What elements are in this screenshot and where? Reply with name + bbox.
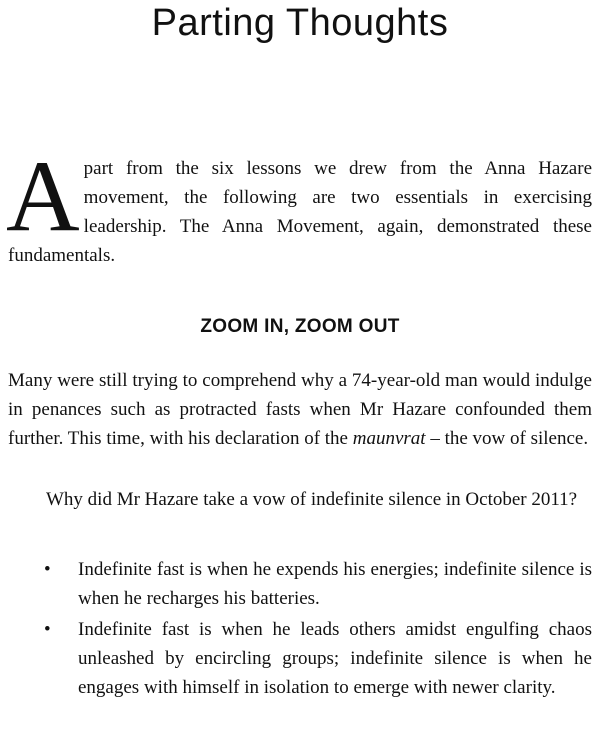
list-item-text: Indefinite fast is when he leads others amidst engulfing chaos unleashed by encircling groups; indefinite silence is when he engages with himself in isolation to emerge with newer clarity. [78,619,592,698]
bullet-list [8,555,592,704]
body-paragraph-1 [8,366,592,453]
intro-paragraph [6,140,592,270]
body-paragraph-2: Why did Mr Hazare take a vow of indefinite silence in October 2011? [46,489,578,510]
para1-text-end: – the vow of silence. [425,428,589,449]
bullet-icon: • [44,619,51,640]
list-item-text: Indefinite fast is when he expends his energies; indefinite silence is when he recharges his batteries. [78,559,592,609]
section-heading: ZOOM IN, ZOOM OUT [200,316,400,337]
list-item [8,615,592,702]
intro-text: part from the six lessons we drew from the Anna Hazare movement, the following are two essentials in exercising leadership. The Anna Movement, again, demonstrated these fundamentals. [8,158,592,266]
list-item [8,555,592,613]
chapter-title: Parting Thoughts [151,2,449,44]
drop-cap: A [6,140,80,253]
para1-text-start: Many were still trying to comprehend why a 74-year-old man would indulge in penances such as protracted fasts when Mr Hazare confounded them further. This time, with his declaration of the [8,370,592,449]
bullet-icon: • [44,559,51,580]
italic-term: maunvrat [352,428,426,449]
